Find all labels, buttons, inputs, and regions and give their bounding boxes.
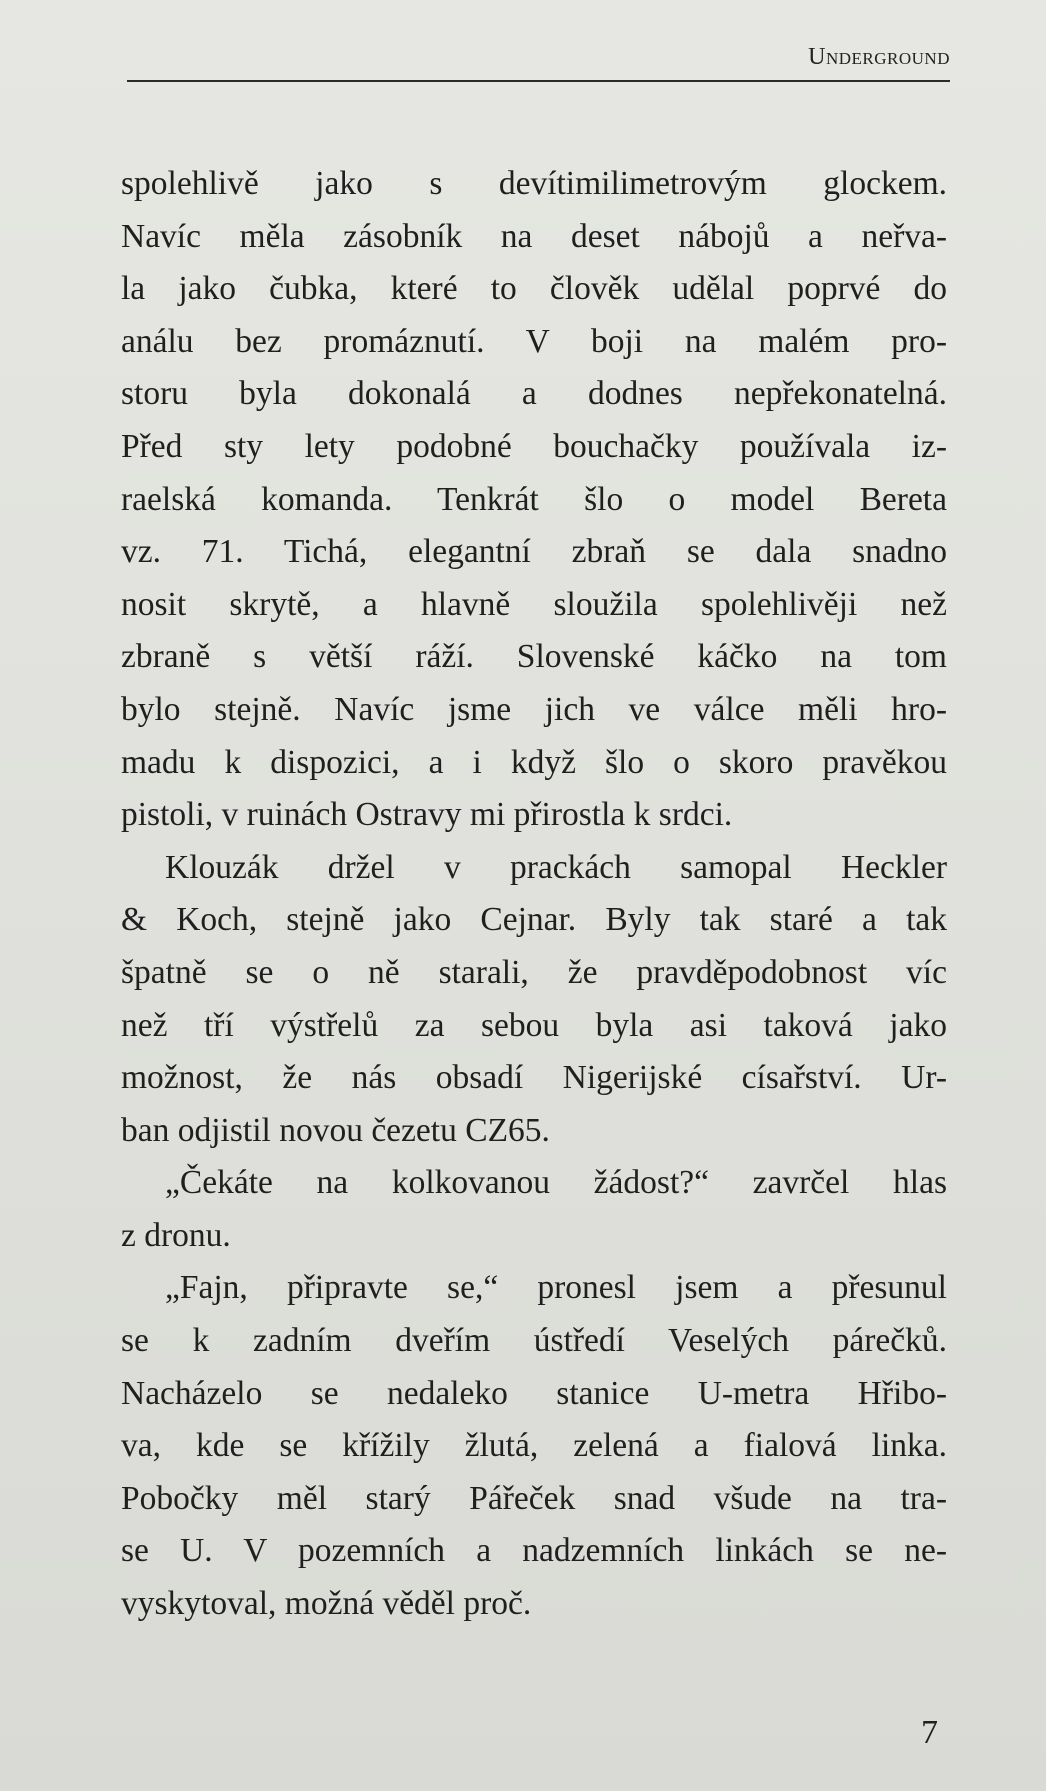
text-line: možnost, že nás obsadí Nigerijské císařství. Ur- bbox=[121, 1059, 947, 1097]
text-line: madu k dispozici, a i když šlo o skoro pravěkou bbox=[121, 743, 947, 781]
text-line: storu byla dokonalá a dodnes nepřekonatelná. bbox=[121, 375, 947, 413]
text-line: „Čekáte na kolkovanou žádost?“ zavrčel hlas bbox=[165, 1164, 947, 1202]
header-rule bbox=[127, 80, 950, 82]
text-line: vz. 71. Tichá, elegantní zbraň se dala snadno bbox=[121, 533, 947, 571]
text-line: spolehlivě jako s devítimilimetrovým glockem. bbox=[121, 165, 947, 202]
text-line: Nacházelo se nedaleko stanice U-metra Hřibo- bbox=[121, 1374, 947, 1412]
text-line: se k zadním dveřím ústředí Veselých párečků. bbox=[121, 1322, 947, 1360]
text-line: než tří výstřelů za sebou byla asi taková jako bbox=[121, 1006, 947, 1044]
text-line: análu bez promáznutí. V boji na malém pro- bbox=[121, 322, 947, 360]
text-line: va, kde se křížily žlutá, zelená a fialová linka. bbox=[121, 1427, 947, 1465]
text-line: pistoli, v ruinách Ostravy mi přirostla k srdci. bbox=[121, 796, 733, 834]
text-line: Klouzák držel v prackách samopal Heckler bbox=[165, 848, 947, 886]
text-line: la jako čubka, které to člověk udělal poprvé do bbox=[121, 270, 947, 308]
text-line: z dronu. bbox=[121, 1216, 231, 1254]
text-line: zbraně s větší ráží. Slovenské káčko na tom bbox=[121, 638, 947, 676]
running-title: Underground bbox=[808, 44, 950, 70]
text-line: vyskytoval, možná věděl proč. bbox=[121, 1585, 532, 1623]
text-line: ban odjistil novou čezetu CZ65. bbox=[121, 1111, 550, 1149]
text-line: Navíc měla zásobník na deset nábojů a neřva- bbox=[121, 217, 947, 255]
running-header bbox=[127, 38, 950, 84]
text-line: špatně se o ně starali, že pravděpodobnost víc bbox=[121, 953, 947, 991]
text-line: Před sty lety podobné bouchačky používala iz- bbox=[121, 427, 947, 465]
text-line: „Fajn, připravte se,“ pronesl jsem a přesunul bbox=[165, 1269, 947, 1307]
body-text bbox=[121, 158, 947, 1631]
page-number: 7 bbox=[921, 1714, 938, 1751]
text-line: se U. V pozemních a nadzemních linkách se ne- bbox=[121, 1532, 947, 1570]
text-line: & Koch, stejně jako Cejnar. Byly tak staré a tak bbox=[121, 901, 947, 939]
text-line: nosit skrytě, a hlavně sloužila spolehlivěji než bbox=[121, 585, 947, 623]
text-line: raelská komanda. Tenkrát šlo o model Bereta bbox=[121, 480, 947, 518]
text-line: bylo stejně. Navíc jsme jich ve válce měli hro- bbox=[121, 690, 947, 728]
text-line: Pobočky měl starý Pářeček snad všude na tra- bbox=[121, 1479, 947, 1517]
